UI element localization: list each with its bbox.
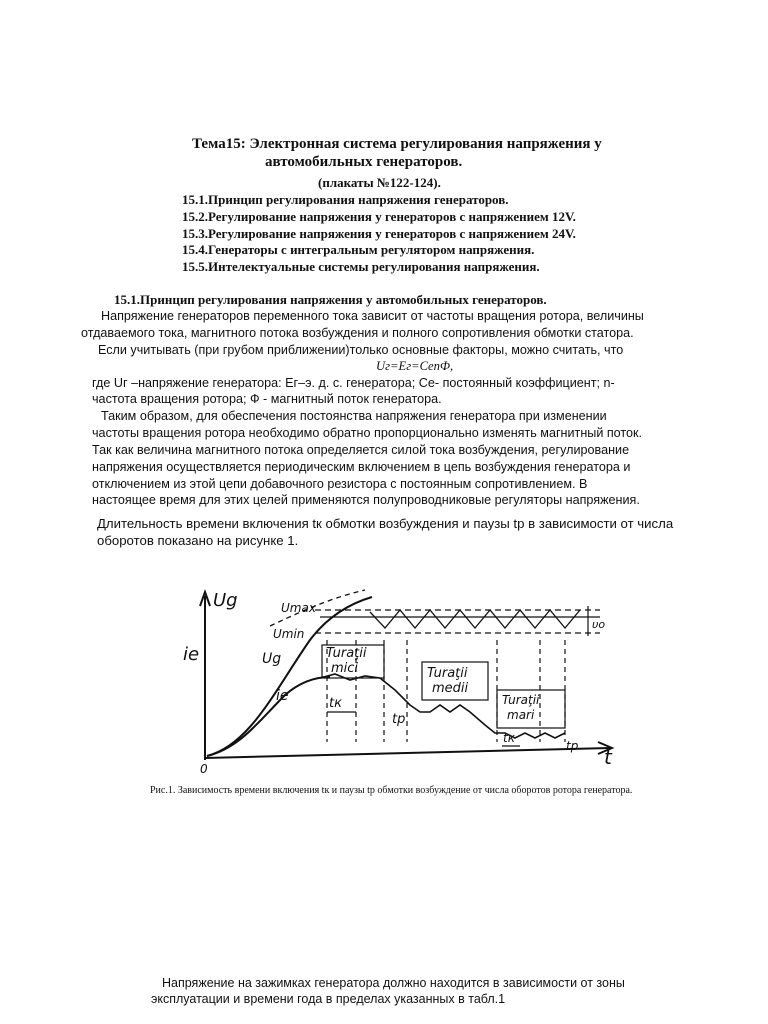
tp-label: tр: [392, 712, 406, 727]
toc-item: 15.4.Генераторы с интегральным регулятором напряжения.: [182, 242, 535, 257]
body-line: Напряжение генераторов переменного тока зависит от частоты вращения ротора, величины: [101, 309, 644, 323]
toc-item: 15.5.Интелектуальные системы регулирования напряжения.: [182, 259, 540, 274]
axis-ie-label: ie: [183, 644, 200, 665]
origin-label: 0: [200, 762, 208, 776]
tk-label-2: tк: [503, 731, 515, 745]
ug-oscillation: [370, 610, 580, 628]
ug-curve-label: Ug: [262, 651, 282, 667]
body-line: частота вращения ротора; Ф - магнитный поток генератора.: [92, 392, 442, 406]
zone-low-label-1: Turaţii: [326, 646, 367, 661]
toc-item: 15.2.Регулирование напряжения у генераторов с напряжением 12V.: [182, 209, 576, 224]
body-line: настоящее время для этих целей применяются полупроводниковые регуляторы напряжения.: [92, 493, 640, 507]
delta-label: υo: [592, 618, 606, 631]
tp-label-2: tр: [566, 739, 579, 753]
body-line: частоты вращения ротора необходимо обратно пропорционально изменять магнитный поток.: [92, 426, 643, 440]
axis-y-label: Ug: [213, 590, 238, 611]
zone-medium-label-2: medii: [432, 681, 469, 696]
toc-item: 15.3.Регулирование напряжения у генераторов с напряжением 24V.: [182, 226, 576, 241]
body-line: Если учитывать (при грубом приближении)только основные факторы, можно считать, что: [98, 343, 624, 357]
formula: Uг=Eг=CenФ,: [376, 359, 454, 373]
zone-high-label-2: mari: [507, 708, 535, 722]
ie-curve-label: ie: [276, 688, 289, 704]
body-line: отдаваемого тока, магнитного потока возбуждения и полного сопротивления обмотки статора.: [81, 326, 634, 340]
ug-curve: [207, 597, 372, 756]
bottom-line1: Напряжение на зажимках генератора должно находится в зависимости от зоны: [162, 976, 625, 990]
zone-high-label-1: Turaţii: [502, 693, 540, 707]
posters-reference: (плакаты №122-124).: [318, 175, 441, 190]
document-title-line2: автомобильных генераторов.: [265, 154, 463, 170]
body-line: отключением из этой цепи добавочного резистора с постоянным сопротивлением. В: [92, 477, 588, 491]
ie-curve: [207, 677, 330, 756]
body-line: Так как величина магнитного потока определяется силой тока возбуждения, регулирование: [92, 443, 630, 457]
tk-label: tк: [329, 696, 342, 711]
body-line: где Uг –напряжение генератора: Eг–э. д. с. генератора; Ce- постоянный коэффициент; n-: [92, 376, 615, 390]
umax-label: Umax: [281, 601, 316, 615]
duration-line1: Длительность времени включения tк обмотки возбуждения и паузы tр в зависимости от числа: [97, 516, 674, 531]
bottom-line2: эксплуатации и времени года в пределах указанных в табл.1: [151, 992, 506, 1006]
zone-medium-label-1: Turaţii: [427, 666, 468, 681]
axis-x-label: t: [604, 745, 612, 769]
document-title-line1: Тема15: Электронная система регулирования напряжения у: [192, 136, 602, 152]
toc-item: 15.1.Принцип регулирования напряжения генераторов.: [182, 192, 509, 207]
x-axis: [205, 748, 610, 758]
section-heading: 15.1.Принцип регулирования напряжения у автомобильных генераторов.: [114, 292, 547, 307]
umin-label: Umin: [273, 627, 305, 641]
body-line: Таким образом, для обеспечения постоянства напряжения генератора при изменении: [101, 409, 607, 423]
duration-line2: оборотов показано на рисунке 1.: [97, 533, 299, 548]
body-line: напряжения осуществляется периодическим включением в цепь возбуждения генератора и: [92, 460, 631, 474]
zone-low-label-2: mici: [331, 661, 359, 676]
figure-caption: Рис.1. Зависимость времени включения tк и паузы tр обмотки возбуждение от числа оборотов ротора генератора.: [150, 785, 633, 796]
